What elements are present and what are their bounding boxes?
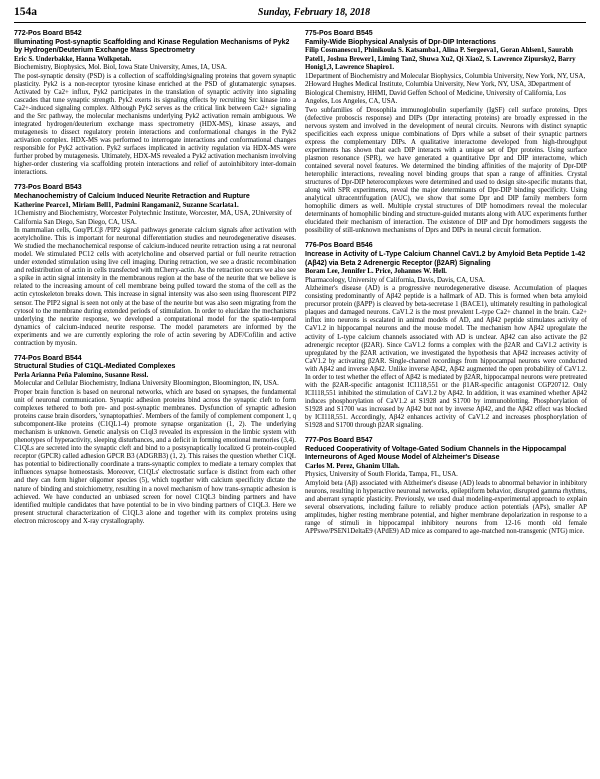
abstract-authors: Katherine Pearce1, Miriam Bell1, Padmini Rangamani2, Suzanne Scarlata1.	[14, 201, 239, 209]
abstract-title: Reduced Cooperativity of Voltage-Gated Sodium Channels in the Hippocampal Interneurons of Aged Mouse Model of Alzheimer's Disease	[305, 445, 567, 462]
abstract-body: Alzheimer's disease (AD) is a progressive neurodegenerative disease. Accumulation of plaques consisting predominantly of Aβ42 peptide is a hallmark of AD. This is formed when beta amyloid precursor protein (βAPP) is cleaved by beta-secretase 1 (BACE1), ultimately resulting in pathological plaques and damaged neurons. CaV1.2 is the most prevalent L-type Ca2+ channel in the brain. Ca2+ influx into neurons is escalated in animal models of AD, and Aβ42 peptide stimulates activity of CaV1.2 in hippocampal neurons and the mouse model. The mechanism how Aβ42 upregulate the activity of L-type calcium channels associated with AD is unclear. Aβ42 can also activate the β2 adrenergic receptor (β2AR). Since CaV1.2 forms a complex with the β2AR and CaV1.2 activity is upregulated by the β2AR activation, we investigated the hypothesis that Aβ42 increases activity of CaV1.2 by activating β2AR. Single-channel recordings from hippocampal neurons were conducted with Aβ42 and inverse Aβ42. Unlike inverse Aβ42, Aβ42 augmented the open probability of CaV1.2. In order to test whether the effect of Aβ42 is mediated by β2AR, hippocampal neurons were pretreated with the β2AR-specific antagonist ICI118,551 or the β1AR-specific antagonist CGP20712. Only ICI118,551 inhibited the stimulation of CaV1.2 by Aβ42. In addition, it was examined whether Aβ42 induces phosphorylation of CaV1.2 at S1928 and S1700 by immunoblotting. Phosphorylation of S1928 and S1700 was increased by Aβ42 but not by inverse Aβ42, and the Aβ42 effect was blocked by ICI118,551. Accordingly, Aβ42 enhances activity of CaV1.2 and increases phosphorylation of S1928 and S1700 through β2AR signaling.	[305, 285, 587, 430]
abstract-number: 775-Pos Board B545	[305, 30, 373, 37]
abstract	[14, 355, 296, 526]
right-column	[305, 30, 587, 775]
abstract-affiliation: Molecular and Cellular Biochemistry, Indiana University Bloomington, Bloomington, IN, USA.	[14, 380, 279, 388]
abstract-authors: Carlos M. Perez, Ghanim Ullah.	[305, 462, 400, 470]
abstract-affiliation: Physics, University of South Florida, Tampa, FL, USA.	[305, 471, 458, 479]
abstract-authors: Perla Arianna Peña Palomino, Susanne Ressl.	[14, 371, 149, 379]
abstract-title: Increase in Activity of L-Type Calcium Channel CaV1.2 by Amyloid Beta Peptide 1-42 (Aβ42) via Beta 2 Adrenergic Receptor (β2AR) Signaling	[305, 251, 586, 267]
abstract	[305, 30, 587, 235]
abstract-number: 772-Pos Board B542	[14, 30, 82, 37]
abstract-title: Family-Wide Biophysical Analysis of Dpr-DIP Interactions	[305, 38, 496, 46]
abstract-body: The post-synaptic density (PSD) is a collection of scaffolding/signaling proteins that govern synaptic plasticity. Pyk2 is a non-receptor tyrosine kinase enriched at the PSD of glutamatergic synapses. Activated by Ca2+ influx, Pyk2 participates in the translation of synaptic activity into signaling cascades that tune synaptic strength. Pyk2 exerts its signaling effects by recruiting Src kinase into a Ca2+-induced signaling complex. Although Pyk2 serves as the critical link between Ca2+ signaling and the Src pathway, the molecular mechanisms underlying Pyk2 activation remain ambiguous. We integrated hydrogen/deuterium exchange mass spectrometry (HDX-MS), kinase assays, and mutagenesis to dissect regulatory protein interactions and conformational changes in the Pyk2 activation complex. HDX-MS was performed to interrogate interactions and conformational changes responsible for Pyk2 activation. Pyk2 surfaces implicated in activity regulation via HDX-MS were further probed by mutagenesis. Ultimately, HDX-MS revealed a Pyk2 activation mechanism involving higher-order clustering via scaffolding protein interactions and relief of autoinhibitory inter-domain interactions.	[14, 72, 296, 177]
abstract	[305, 242, 587, 430]
abstract	[305, 437, 587, 536]
abstract-body: Two subfamilies of Drosophila immunoglobulin superfamily (IgSF) cell surface proteins, Dprs (defective proboscis response) and DIPs (Dpr interacting proteins) are broadly expressed in the nervous system and involved in the development of neural circuits. Neurons with distinct synaptic specificities each express unique combinations of Dprs while a subset of their synaptic partners express the complementary DIPs. A qualitative interactome developed from high-throughput experiments has shown that each DIP interacts with a unique set of Dpr proteins. Using surface plasmon resonance (SPR), we have generated a quantitative Dpr and DIP interactome, which contained several novel features. We determined the binding affinities of the majority of Dpr-DIP heterophilic interactions, revealing novel binding groups that span a range of affinities. Crystal structures of Dpr-DIP heterocomplexes were determined and used to design site-specific mutants that, along with SPR experiments, reveal the major determinants of Dpr-DIP binding specificity. Using analytical ultracentrifugation (AUC), we show that some Dpr and DIP family members form homophilic dimers as well. Multiple crystal structures of DIP homodimers reveal the molecular determinants of homophilic binding and structure-guided mutants along with AUC experiments further elucidated their mechanism of interaction. The existence of DIP and Dpr homodimers suggests the possibility of still-unknown mechanisms of Dprs and DIPs in neural circuit formation.	[305, 106, 587, 235]
abstract-authors: Eric S. Underbakke, Hanna Wolkpetah.	[14, 55, 132, 63]
abstract-affiliation: 1Chemistry and Biochemistry, Worcester Polytechnic Institute, Worcester, MA, USA, 2University of California San Diego, San Diego, CA, USA.	[14, 210, 292, 226]
running-header	[14, 6, 586, 23]
abstract-body: In mammalian cells, Gαq/PLCβ /PIP2 signal pathways generate calcium signals after activation with acetylcholine. This is important for neuronal differentiation studies and neurodegenerative diseases. We studied the mechanochemical response of calcium-induced neurite retraction using a rat neuronal model. We stimulated PC12 cells with acetylcholine and observed partial or full neurite retraction under extended stimulation using live cell imaging. During retraction, we see a drastic recombination and redistribution of actin in cells transfected with mCherry-actin. As the retraction occurs we also see a spike in actin signal intensity in the membranous region at the base of the neurite that we believe is related to the increasing amount of cell membrane being pulled toward the stoma of the cell as the actin cytoskeleton breaks down. This increase in signal intensity was also seen using fluorescent PIP2 sensor. The PIP2 signal is seen not only at the base of the neurite but was also seen migrating from the cytosol to the membrane during extended periods of stimulation. In order to elucidate the mechanisms underlying the neurite response, we developed a computational model for the spatio-temporal dynamics of calcium-induced neurite response. The model parameters are informed by the experiments and we are currently exploring the role of actin severing by ADF/Cofilin and active contraction by myosin.	[14, 227, 296, 347]
abstract	[14, 184, 296, 347]
header-date: Sunday, February 18, 2018	[257, 7, 371, 18]
abstract-number: 773-Pos Board B543	[14, 184, 82, 192]
abstract-number: 774-Pos Board B544	[14, 354, 82, 362]
abstract-body: Amyloid beta (Aβ) associated with Alzheimer's disease (AD) leads to abnormal behavior in inhibitory neurons, resulting in hyperactive neuronal networks, epileptiform behavior, disrupted gamma rhythms, and aberrant synaptic plasticity. Previously, we used dual modeling-experimental approach to explain several observations, including failure to reliably produce action potentials (APs), smaller AP amplitudes, higher resting membrane potential, and higher membrane depolarization in response to a range of stimuli in hippocampal inhibitory neurons from 12-16 month old female APPswe/PSEN1DeltaE9 (APdE9) AD mice as compared to age-matched non-transgenic (NTG) mice.	[305, 479, 587, 536]
abstract-affiliation: 1Department of Biochemistry and Molecular Biophysics, Columbia University, New York, NY, USA, 2Howard Hughes Medical Institute, Columbia University, New York, NY, USA, 3Department of Biological Chemistry, HHMI, David Geffen School of Medicine, University of California, Los Angeles, Los Angeles, CA, USA.	[305, 72, 586, 106]
abstract-number: 777-Pos Board B547	[305, 437, 373, 445]
abstract-title: Illuminating Post-synaptic Scaffolding and Kinase Regulation Mechanisms of Pyk2 by Hydrogen/Deuterium Exchange Mass Spectrometry	[14, 38, 290, 55]
left-column	[14, 30, 296, 775]
abstract-authors: Filip Cosmanescu1, Phinikoula S. Katsamba1, Alina P. Sergeeva1, Goran Ahlsen1, Saurabh Patel1, Joshua Brewer1, Liming Tan2, Shuwa Xu2, Qi Xiao2, S. Lawrence Zipursky2, Barry Honig1,3, Lawrence Shapiro1.	[305, 47, 576, 72]
abstract-authors: Boram Lee, Jennifer L. Price, Johannes W. Hell.	[305, 268, 447, 276]
abstract-affiliation: Biochemistry, Biophysics, Mol. Biol, Iowa State University, Ames, IA, USA.	[14, 64, 227, 72]
abstract-number: 776-Pos Board B546	[305, 242, 373, 250]
abstract	[14, 30, 296, 177]
abstract-title: Mechanochemistry of Calcium Induced Neurite Retraction and Rupture	[14, 192, 250, 200]
page-number: 154a	[14, 6, 37, 18]
abstract-body: Proper brain function is based on neuronal networks, which are based on synapses, the fundamental unit of neuronal communication. Synaptic adhesion proteins bind across the synaptic cleft to form complexes tethered to both pre- and post-synaptic membranes. Dysfunction of synaptic adhesion proteins cause brain disorders, 'synaptopathies'. Members of the family of complement component 1, q subcomponent-like proteins (C1QL1-4) promote synapse organization (1, 2). The underlying mechanism is unknown. Genetic analysis on C1ql3 revealed its expression in the limbic system with phenotypes of hyperactivity, sleeping disturbances, and a deficit in forming emotional memories (3,4). C1QLs are secreted into the synaptic cleft and bind to a postsynaptically localized G protein-coupled receptor (GPCR) called adhesion GPCR B3 (ADGRB3) (1, 2). This raises the question whether C1QL has potential to bidirectionally coordinate a trans-synaptic complex to mediate a ternary complex that influences synapse homeostasis. Moreover, C1QLs' electrostatic surface is distinct from each other and they can form higher oligomer species (5), which together with calcium specificity dictate the nature of binding and stoichiometry, resulting in a novel mechanism of how trans-synaptic adhesion is achieved. We have conducted an unbiased screen for novel C1QL3 binding partners and have identified multiple candidates that have potential to be in vivo binding partners of C1QL3. Here we present structural characterization of C1QL3 alone and together with its complex proteins using electron microscopy and X-ray crystallography.	[14, 388, 296, 525]
abstract-title: Structural Studies of C1QL-Mediated Complexes	[14, 363, 176, 371]
abstract-affiliation: Pharmacology, University of California, Davis, Davis, CA, USA.	[305, 276, 486, 284]
